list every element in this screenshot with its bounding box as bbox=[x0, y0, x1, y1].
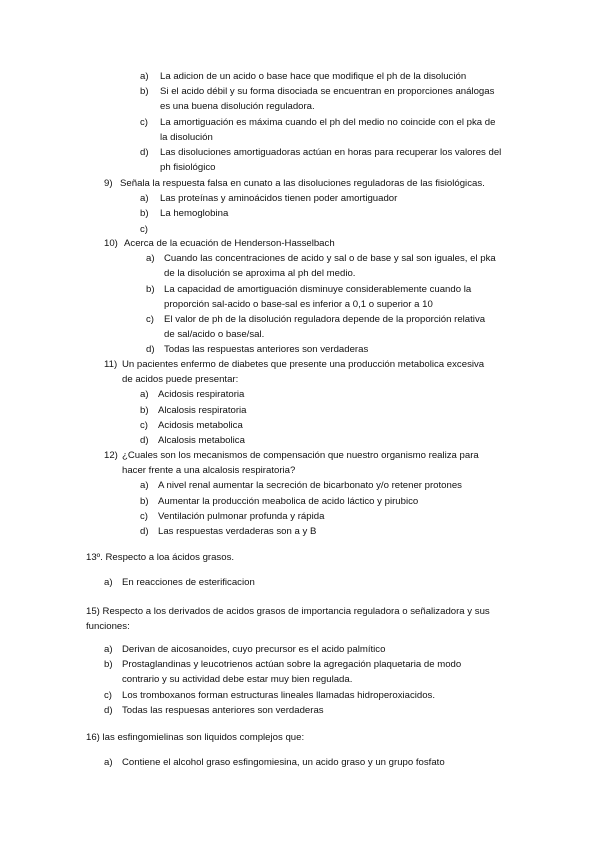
q11-option-a bbox=[0, 387, 600, 402]
q8-option-a bbox=[0, 69, 600, 84]
option-text: Los tromboxanos forman estructuras lineales llamadas hidroperoxiacidos. bbox=[122, 689, 436, 701]
option-text-cont: ph fisiológico bbox=[160, 162, 216, 174]
option-text: A nivel renal aumentar la secreción de bicarbonato y/o retener protones bbox=[158, 480, 462, 492]
q10-option-b-cont bbox=[0, 297, 600, 312]
q8-option-d-cont bbox=[0, 160, 600, 175]
question-12 bbox=[0, 448, 600, 539]
option-text: Todas las respuesas anteriores son verdaderas bbox=[122, 704, 324, 716]
option-label: a) bbox=[140, 389, 149, 401]
question-number: 11) bbox=[104, 359, 118, 370]
option-text: La amortiguación es máxima cuando el ph del medio no coincide con el pka de bbox=[160, 116, 496, 128]
option-text: La adicion de un acido o base hace que modifique el ph de la disolución bbox=[160, 71, 467, 82]
q15-heading-cont bbox=[0, 619, 600, 634]
q9-option-b bbox=[0, 206, 600, 221]
q8-option-c-cont bbox=[0, 130, 600, 145]
q10-option-c bbox=[0, 312, 600, 327]
question-text: Acerca de la ecuación de Henderson-Hasselbach bbox=[124, 238, 335, 249]
option-label: c) bbox=[140, 419, 148, 431]
question-9 bbox=[0, 176, 600, 237]
question-number: 10) bbox=[104, 238, 118, 249]
q16-heading bbox=[0, 730, 600, 745]
option-label: b) bbox=[140, 404, 149, 416]
q16-option-a bbox=[0, 755, 600, 770]
q11-option-b bbox=[0, 403, 600, 418]
option-text: Las proteínas y aminoácidos tienen poder amortiguador bbox=[160, 193, 398, 205]
option-text: Contiene el alcohol graso esfingomiesina, un acido graso y un grupo fosfato bbox=[122, 757, 445, 768]
q11-heading bbox=[0, 357, 600, 372]
q12-option-c bbox=[0, 509, 600, 524]
q8-option-c bbox=[0, 115, 600, 130]
question-text: 15) Respecto a los derivados de acidos grasos de importancia reguladora o señalizadora y sus bbox=[86, 606, 490, 617]
q10-heading bbox=[0, 236, 600, 251]
question-10 bbox=[0, 236, 600, 358]
q12-option-a bbox=[0, 478, 600, 493]
option-text: La hemoglobina bbox=[160, 208, 229, 220]
option-label: b) bbox=[146, 283, 155, 295]
q15-option-c bbox=[0, 688, 600, 703]
option-text: Acidosis respiratoria bbox=[158, 389, 245, 401]
q9-option-a bbox=[0, 191, 600, 206]
option-text: La capacidad de amortiguación disminuye considerablemente cuando la bbox=[164, 283, 472, 295]
question-text-cont: de acidos puede presentar: bbox=[122, 374, 239, 386]
option-text-cont: proporción sal-acido o base-sal es inferior a 0,1 o superior a 10 bbox=[164, 298, 433, 310]
option-label: d) bbox=[140, 434, 149, 446]
option-text-cont: la disolución bbox=[160, 131, 213, 143]
question-13 bbox=[0, 550, 600, 565]
option-label: c) bbox=[146, 313, 154, 325]
option-label: a) bbox=[146, 253, 155, 265]
option-label: a) bbox=[104, 644, 113, 655]
option-text-cont: de la disolución se aproxima al ph del medio. bbox=[164, 268, 356, 280]
option-label: b) bbox=[140, 86, 149, 98]
option-text: Alcalosis respiratoria bbox=[158, 404, 247, 416]
q12-heading-cont bbox=[0, 463, 600, 478]
q8-options bbox=[0, 69, 600, 175]
option-text-cont: de sal/acido o base/sal. bbox=[164, 329, 265, 341]
option-text: Acidosis metabolica bbox=[158, 419, 243, 431]
question-number: 12) bbox=[104, 450, 118, 461]
q13-options bbox=[0, 575, 600, 590]
option-label: a) bbox=[140, 71, 149, 82]
q15-options bbox=[0, 642, 600, 718]
q13-heading bbox=[0, 550, 600, 565]
question-text: 16) las esfingomielinas son liquidos complejos que: bbox=[86, 732, 305, 743]
question-text: 13º. Respecto a loa ácidos grasos. bbox=[86, 552, 235, 563]
q15-heading bbox=[0, 604, 600, 619]
option-label: c) bbox=[104, 689, 112, 701]
q12-option-b bbox=[0, 494, 600, 509]
option-text: Prostaglandinas y leucotrienos actúan sobre la agregación plaquetaria de modo bbox=[122, 659, 462, 671]
q15-option-b bbox=[0, 657, 600, 672]
option-text: Cuando las concentraciones de acido y sal o de base y sal son iguales, el pka bbox=[164, 253, 496, 265]
option-label: c) bbox=[140, 510, 148, 522]
option-label: c) bbox=[140, 116, 148, 128]
q8-option-b-cont bbox=[0, 99, 600, 114]
question-number: 9) bbox=[104, 178, 113, 189]
q9-heading bbox=[0, 176, 600, 191]
option-label: a) bbox=[140, 193, 149, 205]
option-label: b) bbox=[140, 208, 149, 220]
q11-heading-cont bbox=[0, 372, 600, 387]
q16-options bbox=[0, 755, 600, 770]
option-label: a) bbox=[140, 480, 149, 492]
q10-option-c-cont bbox=[0, 327, 600, 342]
q10-option-a bbox=[0, 251, 600, 266]
option-text: Derivan de aicosanoides, cuyo precursor es el acido palmítico bbox=[122, 644, 386, 655]
q11-option-c bbox=[0, 418, 600, 433]
option-label: b) bbox=[104, 659, 113, 671]
question-16 bbox=[0, 730, 600, 745]
option-label: b) bbox=[140, 495, 149, 507]
question-text-cont: hacer frente a una alcalosis respiratoria? bbox=[122, 465, 296, 477]
q11-option-d bbox=[0, 433, 600, 448]
option-text-cont: contrario y su actividad debe estar muy bien regulada. bbox=[122, 674, 353, 686]
q12-option-d bbox=[0, 524, 600, 539]
q15-option-d bbox=[0, 703, 600, 718]
option-text: Las disoluciones amortiguadoras actúan en horas para recuperar los valores del bbox=[160, 146, 502, 158]
option-text: Ventilación pulmonar profunda y rápida bbox=[158, 510, 325, 522]
q10-option-a-cont bbox=[0, 266, 600, 281]
question-11 bbox=[0, 357, 600, 448]
question-text: Un pacientes enfermo de diabetes que presente una producción metabolica excesiva bbox=[122, 359, 485, 370]
q10-option-d bbox=[0, 342, 600, 357]
question-text-cont: funciones: bbox=[86, 621, 130, 633]
q8-option-d bbox=[0, 145, 600, 160]
option-label: a) bbox=[104, 577, 113, 588]
option-text: En reacciones de esterificacion bbox=[122, 577, 255, 588]
question-text: Señala la respuesta falsa en cunato a las disoluciones reguladoras de las fisiológicas. bbox=[120, 178, 485, 189]
option-label: d) bbox=[146, 344, 155, 356]
option-text: Si el acido débil y su forma disociada se encuentran en proporciones análogas bbox=[160, 86, 495, 98]
q13-option-a bbox=[0, 575, 600, 590]
option-text-cont: es una buena disolución reguladora. bbox=[160, 101, 315, 113]
option-label: c) bbox=[140, 223, 148, 235]
option-label: a) bbox=[104, 757, 113, 768]
question-15 bbox=[0, 604, 600, 634]
option-label: d) bbox=[140, 525, 149, 537]
q12-heading bbox=[0, 448, 600, 463]
q15-option-b-cont bbox=[0, 672, 600, 687]
option-text: El valor de ph de la disolución reguladora depende de la proporción relativa bbox=[164, 313, 486, 325]
option-label: d) bbox=[104, 704, 113, 716]
option-label: d) bbox=[140, 146, 149, 158]
q10-option-b bbox=[0, 282, 600, 297]
q8-option-b bbox=[0, 84, 600, 99]
option-text: Todas las respuestas anteriores son verdaderas bbox=[164, 344, 369, 356]
option-text: Las respuestas verdaderas son a y B bbox=[158, 525, 317, 537]
option-text: Alcalosis metabolica bbox=[158, 434, 245, 446]
option-text: Aumentar la producción meabolica de acido láctico y pirubico bbox=[158, 495, 419, 507]
question-text: ¿Cuales son los mecanismos de compensación que nuestro organismo realiza para bbox=[122, 450, 479, 461]
q9-option-c bbox=[0, 222, 600, 237]
q15-option-a bbox=[0, 642, 600, 657]
